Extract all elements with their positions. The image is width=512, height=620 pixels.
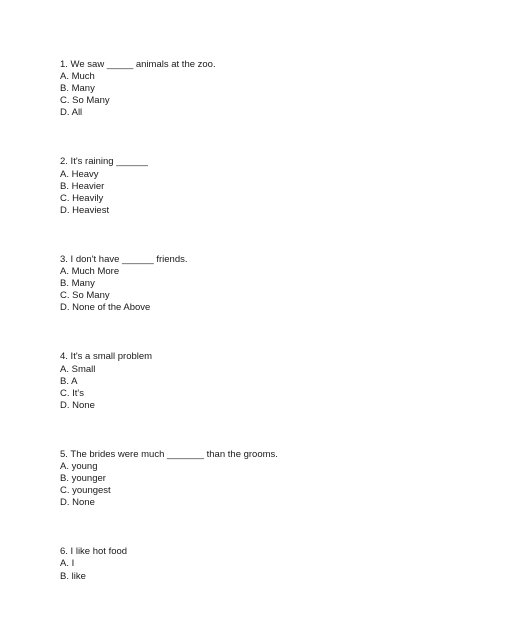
question-4 <box>60 351 500 411</box>
question-2 <box>60 156 500 216</box>
option-b: B. younger <box>60 473 106 485</box>
question-prompt: 1. We saw _____ animals at the zoo. <box>60 59 216 70</box>
option-a: A. Heavy <box>60 168 99 180</box>
question-5 <box>60 449 500 509</box>
option-a: A. Much More <box>60 266 120 278</box>
option-a: A. Small <box>60 363 96 375</box>
option-a: A. Much <box>60 71 95 83</box>
option-d: D. None of the Above <box>60 302 151 314</box>
option-b: B. Heavier <box>60 180 105 192</box>
question-prompt: 5. The brides were much _______ than the grooms. <box>60 448 278 460</box>
option-d: D. All <box>60 107 83 119</box>
option-b: B. Many <box>60 83 95 95</box>
question-6 <box>60 546 500 582</box>
option-a: A. I <box>60 558 75 570</box>
question-prompt: 2. It's raining ______ <box>60 156 148 168</box>
question-3 <box>60 254 500 314</box>
option-b: B. A <box>60 375 78 387</box>
option-a: A. young <box>60 460 98 472</box>
option-c: C. So Many <box>60 290 110 302</box>
option-c: C. So Many <box>60 95 110 107</box>
option-d: D. None <box>60 497 95 509</box>
option-c: C. youngest <box>60 485 111 497</box>
question-1 <box>60 59 500 119</box>
option-d: D. None <box>60 399 95 411</box>
question-prompt: 4. It's a small problem <box>60 351 153 363</box>
question-prompt: 6. I like hot food <box>60 546 128 558</box>
option-c: C. Heavily <box>60 192 104 204</box>
option-b: B. Many <box>60 278 95 290</box>
option-c: C. It's <box>60 387 84 399</box>
quiz-document <box>60 59 500 620</box>
option-b: B. like <box>60 570 86 582</box>
question-prompt: 3. I don't have ______ friends. <box>60 253 188 265</box>
option-d: D. Heaviest <box>60 204 110 216</box>
